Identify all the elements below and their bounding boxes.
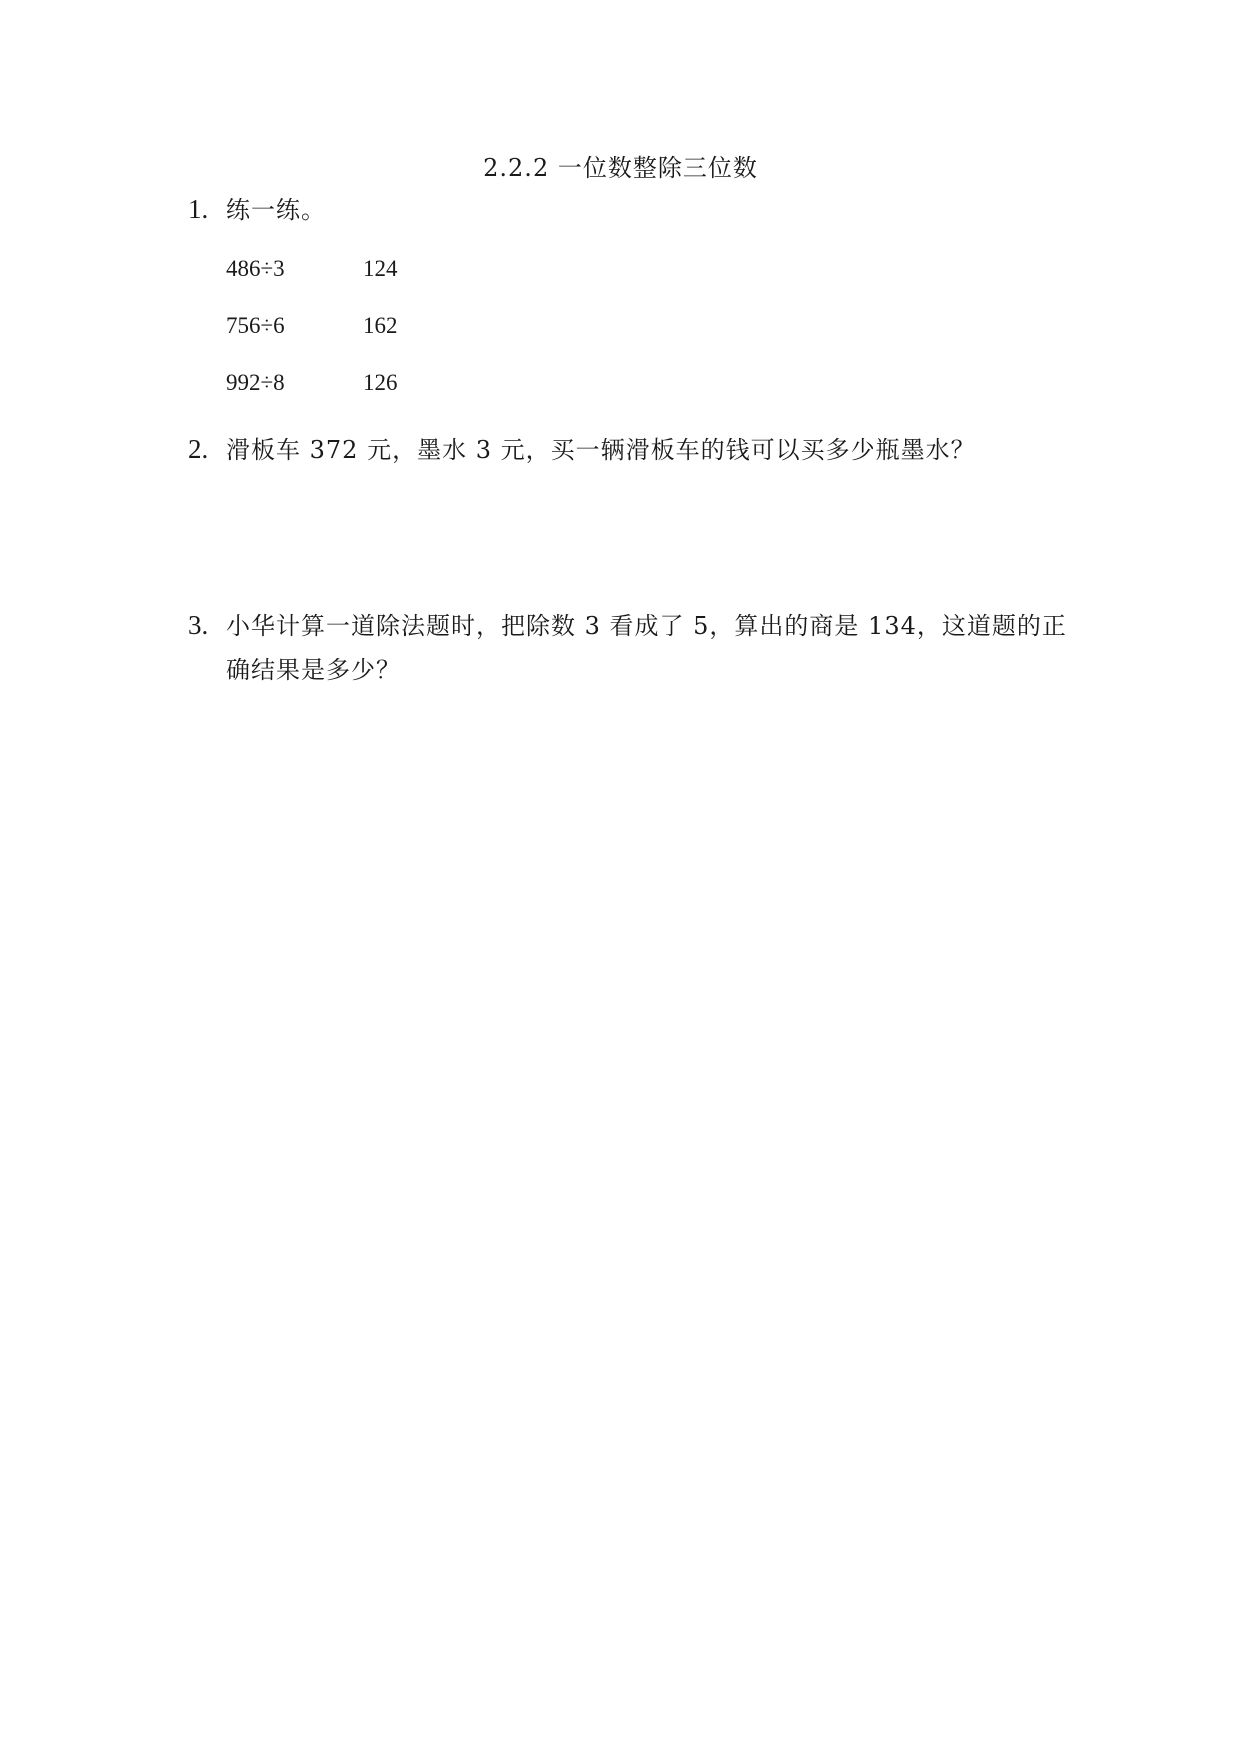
drill-answer: 124 — [363, 256, 398, 281]
question-2-number: 2. — [188, 434, 209, 464]
page-title: 2.2.2 一位数整除三位数 — [483, 154, 758, 182]
drill-expression: 992÷8 — [226, 370, 285, 395]
drill-row — [226, 256, 443, 282]
drill-expression: 756÷6 — [226, 313, 285, 338]
question-1-text: 练一练。 — [226, 196, 326, 224]
question-3-text-line2: 确结果是多少？ — [226, 656, 401, 684]
drill-row — [226, 370, 443, 396]
drill-row — [226, 313, 443, 339]
question-3 — [188, 606, 1067, 641]
question-3-number: 3. — [188, 610, 209, 640]
drill-answer: 126 — [363, 370, 398, 395]
drill-expression: 486÷3 — [226, 256, 285, 281]
question-1 — [188, 190, 326, 225]
question-2-text: 滑板车 372 元，墨水 3 元，买一辆滑板车的钱可以买多少瓶墨水？ — [226, 436, 976, 464]
drill-answer: 162 — [363, 313, 398, 338]
question-1-number: 1. — [188, 194, 209, 224]
question-3-text-line1: 小华计算一道除法题时，把除数 3 看成了 5，算出的商是 134，这道题的正 — [226, 612, 1067, 640]
question-2 — [188, 430, 976, 465]
